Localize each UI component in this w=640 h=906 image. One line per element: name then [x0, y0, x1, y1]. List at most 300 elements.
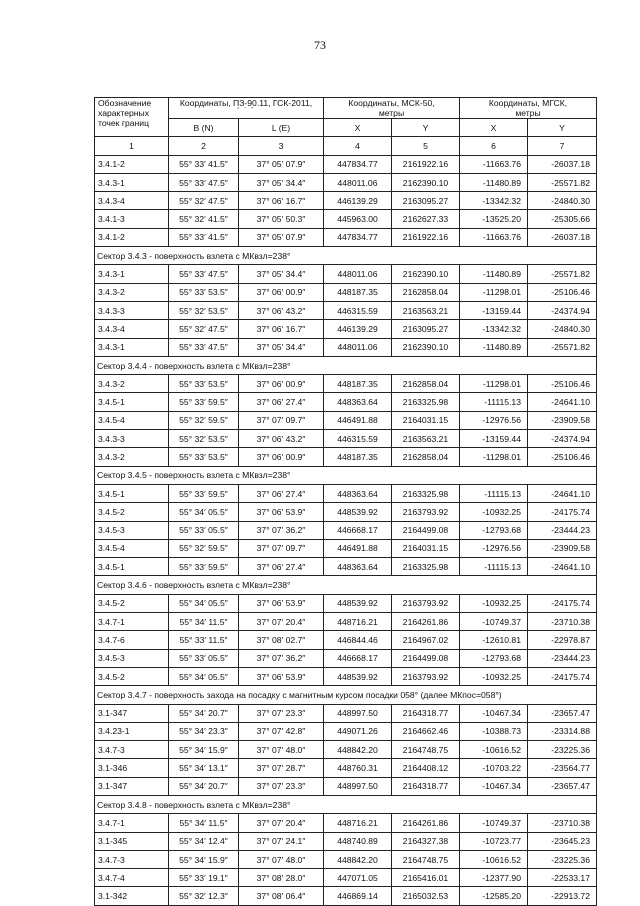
msk-y-cell: 2162858.04 — [392, 448, 460, 466]
mgsk-y-cell: -22913.72 — [528, 887, 597, 905]
mgsk-x-cell: -11663.76 — [460, 228, 528, 246]
mgsk-y-cell: -26037.18 — [528, 155, 597, 173]
msk-y-cell: 2164327.38 — [392, 832, 460, 850]
msk-x-cell: 446139.29 — [324, 192, 392, 210]
longitude-cell: 37° 07′ 20.4″ — [239, 613, 324, 631]
mgsk-x-cell: -11480.89 — [460, 338, 528, 356]
mgsk-x-cell: -10932.25 — [460, 594, 528, 612]
column-number: 3 — [239, 137, 324, 155]
latitude-cell: 55° 33′ 47.5″ — [169, 173, 239, 191]
mgsk-x-cell: -11115.13 — [460, 484, 528, 502]
msk-x-cell: 447834.77 — [324, 155, 392, 173]
header-pz-title: Координаты, ПЗ-90.11, ГСК-2011, — [179, 98, 313, 108]
table-row — [95, 667, 597, 685]
table-subheader-row — [95, 119, 597, 137]
mgsk-y-cell: -24374.94 — [528, 301, 597, 319]
msk-y-cell: 2162390.10 — [392, 173, 460, 191]
latitude-cell: 55° 32′ 41.5″ — [169, 210, 239, 228]
mgsk-x-cell: -12377.90 — [460, 869, 528, 887]
point-id-cell: 3.4.3-4 — [95, 192, 169, 210]
point-id-cell: 3.4.5-3 — [95, 649, 169, 667]
table-row — [95, 484, 597, 502]
table-row — [95, 338, 597, 356]
msk-x-cell: 448187.35 — [324, 283, 392, 301]
table-column-numbers-row — [95, 137, 597, 155]
latitude-cell: 55° 34′ 11.5″ — [169, 613, 239, 631]
msk-y-cell: 2163793.92 — [392, 503, 460, 521]
msk-x-cell: 448363.64 — [324, 558, 392, 576]
longitude-cell: 37° 05′ 07.9″ — [239, 155, 324, 173]
longitude-cell: 37° 05′ 34.4″ — [239, 173, 324, 191]
latitude-cell: 55° 33′ 59.5″ — [169, 484, 239, 502]
sector-heading: Сектор 3.4.5 - поверхность взлета с МКвзл=238° — [95, 466, 597, 484]
mgsk-x-cell: -12793.68 — [460, 521, 528, 539]
longitude-cell: 37° 06′ 53.9″ — [239, 594, 324, 612]
longitude-cell: 37° 06′ 53.9″ — [239, 667, 324, 685]
latitude-cell: 55° 32′ 53.5″ — [169, 301, 239, 319]
latitude-cell: 55° 34′ 13.1″ — [169, 759, 239, 777]
longitude-cell: 37° 07′ 36.2″ — [239, 649, 324, 667]
point-id-cell: 3.4.3-1 — [95, 265, 169, 283]
msk-x-cell: 448363.64 — [324, 393, 392, 411]
latitude-cell: 55° 32′ 12.3″ — [169, 887, 239, 905]
point-id-cell: 3.4.3-3 — [95, 301, 169, 319]
msk-x-cell: 448716.21 — [324, 613, 392, 631]
latitude-cell: 55° 32′ 59.5″ — [169, 411, 239, 429]
header-x-mgsk: X — [460, 119, 528, 137]
table-row — [95, 210, 597, 228]
table-row — [95, 375, 597, 393]
page-number: 73 — [314, 38, 326, 52]
msk-y-cell: 2162858.04 — [392, 283, 460, 301]
header-points — [95, 98, 169, 137]
msk-y-cell: 2162390.10 — [392, 338, 460, 356]
mgsk-y-cell: -22978.87 — [528, 631, 597, 649]
msk-x-cell: 445963.00 — [324, 210, 392, 228]
msk-x-cell: 446844.46 — [324, 631, 392, 649]
mgsk-y-cell: -23444.23 — [528, 649, 597, 667]
mgsk-y-cell: -23909.58 — [528, 411, 597, 429]
header-msk — [324, 98, 460, 119]
msk-y-cell: 2165032.53 — [392, 887, 460, 905]
point-id-cell: 3.4.7-1 — [95, 613, 169, 631]
longitude-cell: 37° 06′ 27.4″ — [239, 558, 324, 576]
mgsk-y-cell: -23564.77 — [528, 759, 597, 777]
msk-y-cell: 2163563.21 — [392, 301, 460, 319]
msk-y-cell: 2161922.16 — [392, 155, 460, 173]
msk-x-cell: 448363.64 — [324, 484, 392, 502]
table-row — [95, 521, 597, 539]
point-id-cell: 3.4.7-4 — [95, 869, 169, 887]
table-row — [95, 887, 597, 905]
header-pz — [169, 98, 324, 119]
mgsk-x-cell: -13159.44 — [460, 301, 528, 319]
mgsk-y-cell: -24840.30 — [528, 192, 597, 210]
point-id-cell: 3.4.1-2 — [95, 155, 169, 173]
point-id-cell: 3.4.3-4 — [95, 320, 169, 338]
msk-x-cell: 448997.50 — [324, 704, 392, 722]
table-row — [95, 448, 597, 466]
sector-heading-row — [95, 466, 597, 484]
msk-x-cell: 448187.35 — [324, 375, 392, 393]
sector-heading: Сектор 3.4.6 - поверхность взлета с МКвзл=238° — [95, 576, 597, 594]
msk-y-cell: 2164318.77 — [392, 777, 460, 795]
msk-x-cell: 448011.06 — [324, 173, 392, 191]
mgsk-x-cell: -13342.32 — [460, 192, 528, 210]
longitude-cell: 37° 07′ 09.7″ — [239, 411, 324, 429]
mgsk-y-cell: -25106.46 — [528, 375, 597, 393]
column-number: 5 — [392, 137, 460, 155]
mgsk-x-cell: -10467.34 — [460, 704, 528, 722]
table-row — [95, 777, 597, 795]
mgsk-y-cell: -24175.74 — [528, 503, 597, 521]
msk-x-cell: 446668.17 — [324, 649, 392, 667]
mgsk-x-cell: -11663.76 — [460, 155, 528, 173]
latitude-cell: 55° 33′ 41.5″ — [169, 155, 239, 173]
longitude-cell: 37° 07′ 48.0″ — [239, 850, 324, 868]
latitude-cell: 55° 34′ 12.4″ — [169, 832, 239, 850]
point-id-cell: 3.4.7-1 — [95, 814, 169, 832]
mgsk-x-cell: -10932.25 — [460, 667, 528, 685]
table-row — [95, 832, 597, 850]
mgsk-y-cell: -24175.74 — [528, 667, 597, 685]
longitude-cell: 37° 07′ 09.7″ — [239, 539, 324, 557]
header-msk-title: Координаты, МСК-50, — [348, 98, 435, 108]
point-id-cell: 3.4.5-4 — [95, 411, 169, 429]
mgsk-y-cell: -23225.36 — [528, 850, 597, 868]
latitude-cell: 55° 33′ 05.5″ — [169, 649, 239, 667]
table-row — [95, 631, 597, 649]
msk-y-cell: 2162390.10 — [392, 265, 460, 283]
msk-y-cell: 2163563.21 — [392, 430, 460, 448]
longitude-cell: 37° 06′ 00.9″ — [239, 283, 324, 301]
longitude-cell: 37° 07′ 42.8″ — [239, 722, 324, 740]
mgsk-y-cell: -25571.82 — [528, 265, 597, 283]
latitude-cell: 55° 32′ 47.5″ — [169, 320, 239, 338]
longitude-cell: 37° 07′ 20.4″ — [239, 814, 324, 832]
mgsk-y-cell: -24641.10 — [528, 393, 597, 411]
latitude-cell: 55° 32′ 53.5″ — [169, 430, 239, 448]
latitude-cell: 55° 34′ 05.5″ — [169, 503, 239, 521]
mgsk-x-cell: -11298.01 — [460, 375, 528, 393]
sector-heading-row — [95, 247, 597, 265]
msk-x-cell: 448011.06 — [324, 265, 392, 283]
msk-x-cell: 447071.05 — [324, 869, 392, 887]
mgsk-y-cell: -25106.46 — [528, 283, 597, 301]
header-y-mgsk: Y — [528, 119, 597, 137]
table-header-row — [95, 98, 597, 119]
mgsk-x-cell: -10388.73 — [460, 722, 528, 740]
msk-x-cell: 448997.50 — [324, 777, 392, 795]
header-y-msk: Y — [392, 119, 460, 137]
sector-heading-row — [95, 576, 597, 594]
msk-x-cell: 448539.92 — [324, 667, 392, 685]
latitude-cell: 55° 34′ 23.3″ — [169, 722, 239, 740]
mgsk-x-cell: -11298.01 — [460, 283, 528, 301]
mgsk-x-cell: -11298.01 — [460, 448, 528, 466]
msk-y-cell: 2164967.02 — [392, 631, 460, 649]
mgsk-x-cell: -10723.77 — [460, 832, 528, 850]
header-l: L (E) — [239, 119, 324, 137]
table-row — [95, 283, 597, 301]
table-row — [95, 155, 597, 173]
longitude-cell: 37° 06′ 00.9″ — [239, 448, 324, 466]
msk-y-cell: 2163325.98 — [392, 558, 460, 576]
mgsk-x-cell: -10467.34 — [460, 777, 528, 795]
latitude-cell: 55° 33′ 05.5″ — [169, 521, 239, 539]
sector-heading-row — [95, 356, 597, 374]
sector-heading: Сектор 3.4.8 - поверхность взлета с МКвзл=238° — [95, 795, 597, 813]
table-row — [95, 320, 597, 338]
latitude-cell: 55° 32′ 47.5″ — [169, 192, 239, 210]
sector-heading-row — [95, 686, 597, 704]
latitude-cell: 55° 33′ 59.5″ — [169, 393, 239, 411]
sector-heading: Сектор 3.4.3 - поверхность взлета с МКвзл=238° — [95, 247, 597, 265]
mgsk-y-cell: -25571.82 — [528, 173, 597, 191]
mgsk-y-cell: -25305.66 — [528, 210, 597, 228]
table-row — [95, 503, 597, 521]
table-row — [95, 430, 597, 448]
msk-x-cell: 448760.31 — [324, 759, 392, 777]
mgsk-x-cell: -12585.20 — [460, 887, 528, 905]
mgsk-y-cell: -22533.17 — [528, 869, 597, 887]
msk-y-cell: 2164261.86 — [392, 613, 460, 631]
mgsk-y-cell: -23710.38 — [528, 613, 597, 631]
latitude-cell: 55° 33′ 53.5″ — [169, 283, 239, 301]
column-number: 6 — [460, 137, 528, 155]
table-row — [95, 722, 597, 740]
latitude-cell: 55° 33′ 47.5″ — [169, 338, 239, 356]
table-row — [95, 265, 597, 283]
mgsk-x-cell: -12610.81 — [460, 631, 528, 649]
latitude-cell: 55° 32′ 59.5″ — [169, 539, 239, 557]
table-row — [95, 393, 597, 411]
mgsk-x-cell: -10749.37 — [460, 814, 528, 832]
point-id-cell: 3.1-345 — [95, 832, 169, 850]
mgsk-y-cell: -24641.10 — [528, 484, 597, 502]
mgsk-x-cell: -11480.89 — [460, 173, 528, 191]
longitude-cell: 37° 06′ 27.4″ — [239, 484, 324, 502]
msk-x-cell: 448842.20 — [324, 741, 392, 759]
msk-x-cell: 448539.92 — [324, 594, 392, 612]
point-id-cell: 3.4.7-3 — [95, 850, 169, 868]
point-id-cell: 3.4.7-6 — [95, 631, 169, 649]
msk-y-cell: 2164031.15 — [392, 539, 460, 557]
longitude-cell: 37° 06′ 27.4″ — [239, 393, 324, 411]
point-id-cell: 3.4.5-2 — [95, 667, 169, 685]
longitude-cell: 37° 05′ 34.4″ — [239, 265, 324, 283]
msk-x-cell: 446139.29 — [324, 320, 392, 338]
latitude-cell: 55° 34′ 15.9″ — [169, 741, 239, 759]
table-row — [95, 594, 597, 612]
latitude-cell: 55° 34′ 05.5″ — [169, 667, 239, 685]
table-row — [95, 228, 597, 246]
msk-x-cell: 446315.59 — [324, 430, 392, 448]
mgsk-x-cell: -13342.32 — [460, 320, 528, 338]
latitude-cell: 55° 34′ 11.5″ — [169, 814, 239, 832]
mgsk-x-cell: -12976.56 — [460, 411, 528, 429]
msk-x-cell: 448740.89 — [324, 832, 392, 850]
latitude-cell: 55° 34′ 05.5″ — [169, 594, 239, 612]
point-id-cell: 3.4.23-1 — [95, 722, 169, 740]
point-id-cell: 3.4.5-4 — [95, 539, 169, 557]
longitude-cell: 37° 06′ 16.7″ — [239, 192, 324, 210]
latitude-cell: 55° 34′ 20.7″ — [169, 704, 239, 722]
msk-y-cell: 2163095.27 — [392, 192, 460, 210]
mgsk-x-cell: -10932.25 — [460, 503, 528, 521]
mgsk-y-cell: -23314.88 — [528, 722, 597, 740]
point-id-cell: 3.4.5-3 — [95, 521, 169, 539]
mgsk-x-cell: -10616.52 — [460, 850, 528, 868]
msk-x-cell: 449071.26 — [324, 722, 392, 740]
point-id-cell: 3.4.5-1 — [95, 393, 169, 411]
header-msk-units: метры — [378, 108, 405, 118]
mgsk-y-cell: -23645.23 — [528, 832, 597, 850]
longitude-cell: 37° 07′ 23.3″ — [239, 777, 324, 795]
mgsk-y-cell: -24374.94 — [528, 430, 597, 448]
msk-y-cell: 2164261.86 — [392, 814, 460, 832]
point-id-cell: 3.4.3-1 — [95, 338, 169, 356]
mgsk-x-cell: -10616.52 — [460, 741, 528, 759]
longitude-cell: 37° 07′ 48.0″ — [239, 741, 324, 759]
mgsk-x-cell: -11115.13 — [460, 393, 528, 411]
latitude-cell: 55° 33′ 41.5″ — [169, 228, 239, 246]
point-id-cell: 3.4.5-2 — [95, 503, 169, 521]
point-id-cell: 3.4.3-3 — [95, 430, 169, 448]
latitude-cell: 55° 34′ 20.7″ — [169, 777, 239, 795]
msk-y-cell: 2164748.75 — [392, 741, 460, 759]
msk-x-cell: 446869.14 — [324, 887, 392, 905]
mgsk-y-cell: -23444.23 — [528, 521, 597, 539]
point-id-cell: 3.4.1-3 — [95, 210, 169, 228]
mgsk-x-cell: -12976.56 — [460, 539, 528, 557]
msk-y-cell: 2161922.16 — [392, 228, 460, 246]
table-row — [95, 558, 597, 576]
msk-x-cell: 448011.06 — [324, 338, 392, 356]
longitude-cell: 37° 07′ 28.7″ — [239, 759, 324, 777]
msk-y-cell: 2164408.12 — [392, 759, 460, 777]
mgsk-x-cell: -11480.89 — [460, 265, 528, 283]
msk-x-cell: 448842.20 — [324, 850, 392, 868]
table-row — [95, 649, 597, 667]
point-id-cell: 3.4.5-1 — [95, 484, 169, 502]
header-points-line3: точек границ — [98, 118, 149, 128]
msk-y-cell: 2163325.98 — [392, 393, 460, 411]
table-row — [95, 814, 597, 832]
mgsk-y-cell: -24641.10 — [528, 558, 597, 576]
point-id-cell: 3.4.7-3 — [95, 741, 169, 759]
latitude-cell: 55° 33′ 53.5″ — [169, 375, 239, 393]
table-body — [95, 155, 597, 905]
mgsk-y-cell: -26037.18 — [528, 228, 597, 246]
point-id-cell: 3.4.3-2 — [95, 283, 169, 301]
point-id-cell: 3.4.3-1 — [95, 173, 169, 191]
mgsk-y-cell: -23710.38 — [528, 814, 597, 832]
latitude-cell: 55° 33′ 47.5″ — [169, 265, 239, 283]
mgsk-y-cell: -23657.47 — [528, 704, 597, 722]
latitude-cell: 55° 33′ 11.5″ — [169, 631, 239, 649]
longitude-cell: 37° 08′ 06.4″ — [239, 887, 324, 905]
longitude-cell: 37° 06′ 43.2″ — [239, 301, 324, 319]
point-id-cell: 3.1-347 — [95, 704, 169, 722]
header-mgsk-title: Координаты, МГСК, — [488, 98, 568, 108]
header-pz-units: ° ′ ″ — [237, 107, 255, 113]
msk-y-cell: 2162858.04 — [392, 375, 460, 393]
msk-y-cell: 2163095.27 — [392, 320, 460, 338]
msk-y-cell: 2164499.08 — [392, 649, 460, 667]
msk-y-cell: 2164499.08 — [392, 521, 460, 539]
latitude-cell: 55° 33′ 19.1″ — [169, 869, 239, 887]
msk-x-cell: 448716.21 — [324, 814, 392, 832]
column-number: 4 — [324, 137, 392, 155]
coordinates-table — [94, 97, 597, 906]
table-row — [95, 539, 597, 557]
mgsk-y-cell: -25571.82 — [528, 338, 597, 356]
longitude-cell: 37° 07′ 24.1″ — [239, 832, 324, 850]
msk-y-cell: 2165416.01 — [392, 869, 460, 887]
longitude-cell: 37° 05′ 34.4″ — [239, 338, 324, 356]
mgsk-x-cell: -13525.20 — [460, 210, 528, 228]
msk-x-cell: 446315.59 — [324, 301, 392, 319]
mgsk-y-cell: -23909.58 — [528, 539, 597, 557]
table-row — [95, 704, 597, 722]
table-row — [95, 759, 597, 777]
msk-x-cell: 447834.77 — [324, 228, 392, 246]
point-id-cell: 3.4.3-2 — [95, 448, 169, 466]
table-row — [95, 301, 597, 319]
header-mgsk — [460, 98, 597, 119]
longitude-cell: 37° 07′ 23.3″ — [239, 704, 324, 722]
latitude-cell: 55° 33′ 59.5″ — [169, 558, 239, 576]
msk-y-cell: 2163325.98 — [392, 484, 460, 502]
sector-heading: Сектор 3.4.4 - поверхность взлета с МКвзл=238° — [95, 356, 597, 374]
point-id-cell: 3.1-346 — [95, 759, 169, 777]
mgsk-y-cell: -23225.36 — [528, 741, 597, 759]
column-number: 7 — [528, 137, 597, 155]
mgsk-x-cell: -11115.13 — [460, 558, 528, 576]
point-id-cell: 3.4.5-1 — [95, 558, 169, 576]
msk-y-cell: 2164031.15 — [392, 411, 460, 429]
header-x-msk: X — [324, 119, 392, 137]
longitude-cell: 37° 08′ 28.0″ — [239, 869, 324, 887]
longitude-cell: 37° 05′ 07.9″ — [239, 228, 324, 246]
sector-heading-row — [95, 795, 597, 813]
point-id-cell: 3.4.5-2 — [95, 594, 169, 612]
mgsk-x-cell: -10749.37 — [460, 613, 528, 631]
table-row — [95, 850, 597, 868]
longitude-cell: 37° 06′ 43.2″ — [239, 430, 324, 448]
table-row — [95, 741, 597, 759]
longitude-cell: 37° 06′ 00.9″ — [239, 375, 324, 393]
msk-y-cell: 2163793.92 — [392, 594, 460, 612]
msk-x-cell: 448187.35 — [324, 448, 392, 466]
longitude-cell: 37° 06′ 16.7″ — [239, 320, 324, 338]
mgsk-y-cell: -25106.46 — [528, 448, 597, 466]
msk-y-cell: 2164662.46 — [392, 722, 460, 740]
longitude-cell: 37° 05′ 50.3″ — [239, 210, 324, 228]
msk-y-cell: 2164748.75 — [392, 850, 460, 868]
table-row — [95, 869, 597, 887]
longitude-cell: 37° 07′ 36.2″ — [239, 521, 324, 539]
point-id-cell: 3.1-342 — [95, 887, 169, 905]
point-id-cell: 3.4.3-2 — [95, 375, 169, 393]
msk-y-cell: 2163793.92 — [392, 667, 460, 685]
mgsk-x-cell: -12793.68 — [460, 649, 528, 667]
msk-x-cell: 446491.88 — [324, 539, 392, 557]
latitude-cell: 55° 34′ 15.9″ — [169, 850, 239, 868]
column-number: 2 — [169, 137, 239, 155]
msk-x-cell: 446491.88 — [324, 411, 392, 429]
